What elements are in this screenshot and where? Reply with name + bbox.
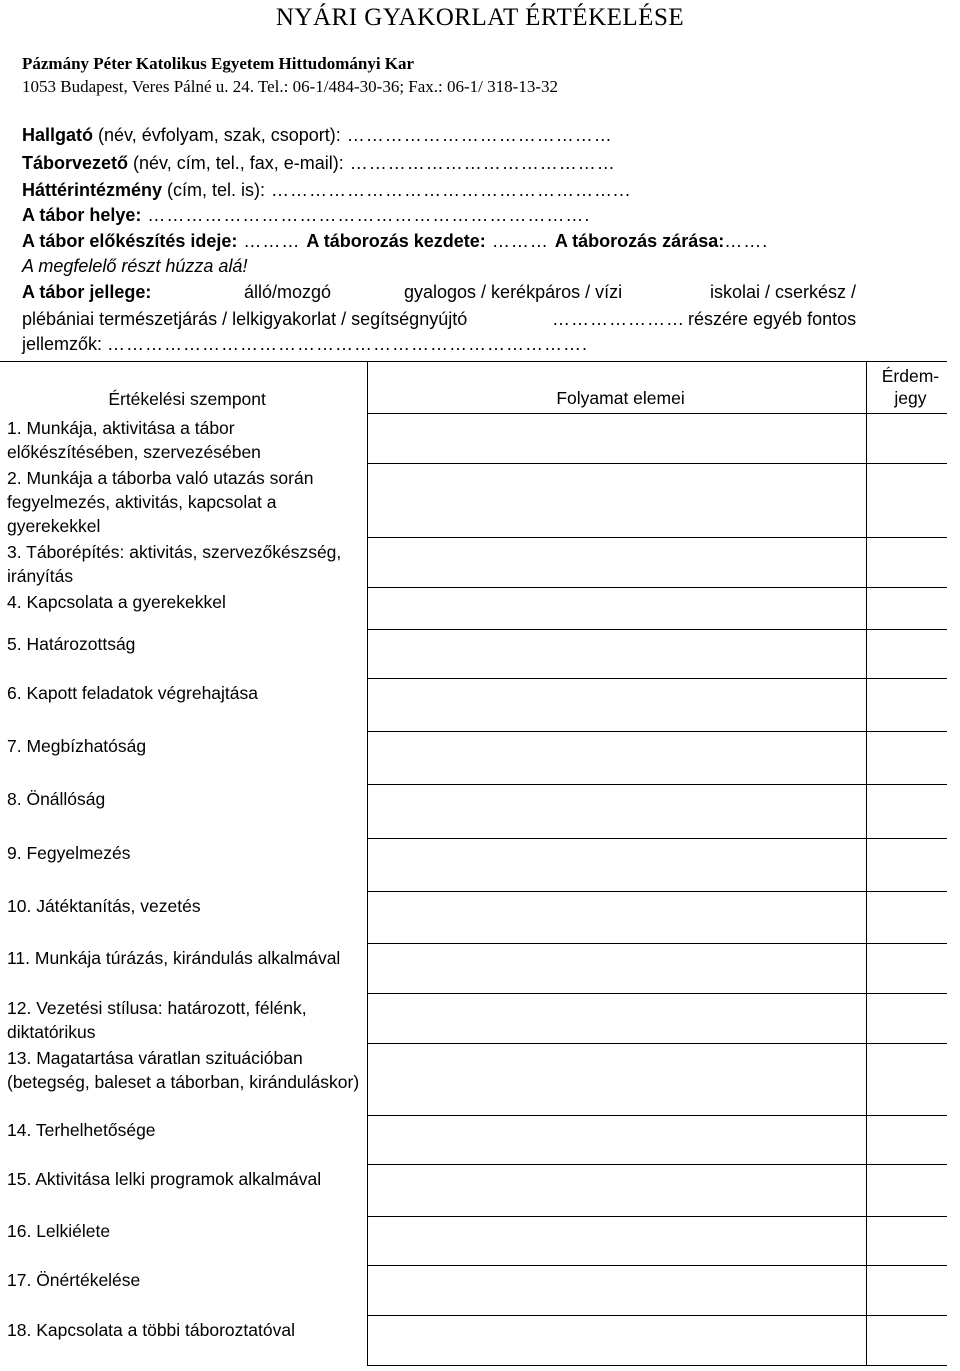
process-cell[interactable]	[368, 414, 867, 464]
process-cell[interactable]	[368, 1116, 867, 1165]
criteria-cell: 1. Munkája, aktivitása a tábor előkészítésében, szervezésében	[0, 414, 368, 464]
grade-cell[interactable]	[866, 630, 947, 679]
process-cell[interactable]	[368, 1165, 867, 1217]
criteria-cell: 7. Megbízhatóság	[0, 732, 368, 785]
grade-cell[interactable]	[866, 944, 947, 994]
header-grade	[866, 362, 947, 414]
criteria-cell: 11. Munkája túrázás, kirándulás alkalmával	[0, 944, 368, 994]
grade-cell[interactable]	[866, 1116, 947, 1165]
header-process: Folyamat elemei	[368, 362, 867, 414]
table-row	[0, 414, 947, 464]
process-cell[interactable]	[368, 944, 867, 994]
process-cell[interactable]	[368, 892, 867, 944]
criteria-cell: 4. Kapcsolata a gyerekekkel	[0, 588, 368, 630]
table-row	[0, 994, 947, 1044]
table-row	[0, 1165, 947, 1217]
recipient-blank[interactable]: …………………	[552, 309, 685, 329]
prep-time-label: A tábor előkészítés ideje:	[22, 231, 238, 251]
criteria-cell: 6. Kapott feladatok végrehajtása	[0, 679, 368, 732]
camp-character-label: A tábor jellege:	[22, 282, 152, 302]
criteria-cell: 16. Lelkiélete	[0, 1217, 368, 1266]
table-row	[0, 892, 947, 944]
grade-cell[interactable]	[866, 1165, 947, 1217]
evaluation-table	[0, 361, 947, 1366]
process-cell[interactable]	[368, 1266, 867, 1316]
process-cell[interactable]	[368, 785, 867, 839]
table-row	[0, 588, 947, 630]
process-cell[interactable]	[368, 464, 867, 538]
institution-name: Pázmány Péter Katolikus Egyetem Hittudományi Kar	[22, 54, 415, 73]
leader-label: Táborvezető	[22, 153, 129, 173]
process-cell[interactable]	[368, 732, 867, 785]
criteria-cell: 12. Vezetési stílusa: határozott, félénk, diktatórikus	[0, 994, 368, 1044]
student-blank[interactable]: ……………………………………	[340, 125, 613, 145]
table-row	[0, 839, 947, 892]
table-row	[0, 464, 947, 538]
grade-cell[interactable]	[866, 1217, 947, 1266]
criteria-cell: 10. Játéktanítás, vezetés	[0, 892, 368, 944]
grade-cell[interactable]	[866, 588, 947, 630]
prep-time-blank[interactable]: ………	[237, 231, 307, 251]
criteria-cell: 9. Fegyelmezés	[0, 839, 368, 892]
table-header-row	[0, 362, 947, 414]
criteria-cell: 2. Munkája a táborba való utazás során fegyelmezés, aktivitás, kapcsolat a gyerekekkel	[0, 464, 368, 538]
background-label-detail: (cím, tel. is):	[162, 180, 266, 200]
background-blank[interactable]: ………………………………………………...	[265, 180, 632, 200]
process-cell[interactable]	[368, 994, 867, 1044]
criteria-cell: 17. Önértékelése	[0, 1266, 368, 1316]
grade-cell[interactable]	[866, 732, 947, 785]
grade-cell[interactable]	[866, 414, 947, 464]
option-travel-mode[interactable]: gyalogos / kerékpáros / vízi	[404, 282, 623, 302]
background-institution-field[interactable]	[22, 180, 631, 201]
grade-cell[interactable]	[866, 839, 947, 892]
criteria-cell: 14. Terhelhetősége	[0, 1116, 368, 1165]
student-field[interactable]	[22, 125, 613, 146]
camp-end-blank[interactable]: …….	[724, 231, 769, 251]
table-row	[0, 1217, 947, 1266]
background-label: Háttérintézmény	[22, 180, 163, 200]
process-cell[interactable]	[368, 630, 867, 679]
student-label-detail: (név, évfolyam, szak, csoport):	[93, 125, 341, 145]
table-row	[0, 630, 947, 679]
criteria-cell: 15. Aktivitása lelki programok alkalmával	[0, 1165, 368, 1217]
grade-cell[interactable]	[866, 538, 947, 588]
grade-cell[interactable]	[866, 1316, 947, 1366]
other-features-label: jellemzők:	[22, 334, 108, 354]
camp-character-line1	[22, 282, 880, 303]
table-row	[0, 679, 947, 732]
table-row	[0, 1316, 947, 1366]
recipient-label: részére egyéb fontos	[688, 309, 857, 329]
underline-instruction: A megfelelő részt húzza alá!	[22, 256, 248, 276]
option-school-scout[interactable]: iskolai / cserkész /	[710, 282, 857, 302]
camp-place-label: A tábor helye:	[22, 205, 142, 225]
camp-place-field[interactable]	[22, 205, 590, 226]
table-row	[0, 732, 947, 785]
leader-field[interactable]	[22, 153, 616, 174]
table-row	[0, 1044, 947, 1116]
criteria-cell: 8. Önállóság	[0, 785, 368, 839]
table-row	[0, 538, 947, 588]
grade-cell[interactable]	[866, 1266, 947, 1316]
other-features-blank[interactable]: ………………………………………………………………….	[107, 334, 589, 354]
page-title: NYÁRI GYAKORLAT ÉRTÉKELÉSE	[275, 4, 685, 31]
grade-cell[interactable]	[866, 892, 947, 944]
table-row	[0, 1116, 947, 1165]
camp-character-line2	[22, 309, 880, 330]
camp-character-line3[interactable]	[22, 334, 588, 355]
leader-label-detail: (név, cím, tel., fax, e-mail):	[128, 153, 344, 173]
camp-start-blank[interactable]: ………	[485, 231, 555, 251]
option-parish-retreat-help[interactable]: plébániai természetjárás / lelkigyakorlat / segítségnyújtó	[22, 309, 468, 329]
criteria-cell: 18. Kapcsolata a többi táboroztatóval	[0, 1316, 368, 1366]
process-cell[interactable]	[368, 1316, 867, 1366]
criteria-cell: 5. Határozottság	[0, 630, 368, 679]
process-cell[interactable]	[368, 1217, 867, 1266]
camp-end-label: A táborozás zárása:	[554, 231, 725, 251]
camp-dates-field[interactable]	[22, 231, 768, 252]
process-cell[interactable]	[368, 679, 867, 732]
process-cell[interactable]	[368, 538, 867, 588]
table-row	[0, 785, 947, 839]
grade-cell[interactable]	[866, 464, 947, 538]
table-row	[0, 1266, 947, 1316]
process-cell[interactable]	[368, 1044, 867, 1116]
institution-address: 1053 Budapest, Veres Pálné u. 24. Tel.: 06-1/484-30-36; Fax.: 06-1/ 318-13-32	[22, 77, 558, 96]
criteria-cell: 3. Táborépítés: aktivitás, szervezőkészség, irányítás	[0, 538, 368, 588]
table-row	[0, 944, 947, 994]
criteria-cell: 13. Magatartása váratlan szituációban (betegség, baleset a táborban, kiránduláskor)	[0, 1044, 368, 1116]
header-grade-text: Érdem-jegy	[881, 366, 940, 408]
grade-cell[interactable]	[866, 994, 947, 1044]
option-standing-moving[interactable]: álló/mozgó	[244, 282, 332, 302]
grade-cell[interactable]	[866, 1044, 947, 1116]
student-label: Hallgató	[22, 125, 94, 145]
camp-start-label: A táborozás kezdete:	[306, 231, 486, 251]
process-cell[interactable]	[368, 839, 867, 892]
grade-cell[interactable]	[866, 679, 947, 732]
header-criteria: Értékelési szempont	[0, 362, 368, 414]
camp-place-blank[interactable]: …………………………………………………………….	[141, 205, 591, 225]
leader-blank[interactable]: ……………………………………	[343, 153, 616, 173]
grade-cell[interactable]	[866, 785, 947, 839]
process-cell[interactable]	[368, 588, 867, 630]
